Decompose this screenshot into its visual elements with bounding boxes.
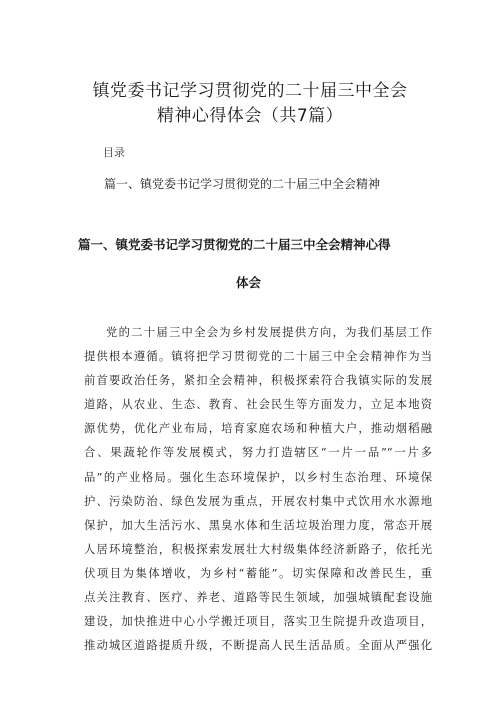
section-heading-line-1: 篇一、镇党委书记学习贯彻党的二十届三中全会精神心得 bbox=[78, 237, 391, 252]
body-paragraph bbox=[84, 321, 432, 658]
section-heading-line-2: 体会 bbox=[236, 275, 262, 290]
document-title-line-2: 精神心得体会（共7篇） bbox=[156, 106, 344, 126]
toc-entry-1[interactable]: 篇一、镇党委书记学习贯彻党的二十届三中全会精神 bbox=[104, 177, 381, 191]
body-line: 点关注教育、医疗、养老、道路等民生领域，加强城镇配套设施 bbox=[84, 591, 432, 605]
body-line: 伏项目为集体增收，为乡村“蓄能”。切实保障和改善民生，重 bbox=[84, 566, 432, 580]
body-line: 合、果蔬轮作等发展模式，努力打造辖区“一片一品”“一片多 bbox=[84, 446, 432, 460]
body-line: 前首要政治任务，紧扣全会精神，积极探索符合我镇实际的发展 bbox=[84, 374, 432, 388]
body-line: 道路，从农业、生态、教育、社会民生等方面发力，立足本地资 bbox=[84, 398, 432, 412]
body-line: 人居环境整治，积极探索发展壮大村级集体经济新路子，依托光 bbox=[84, 542, 432, 556]
body-line: 护、污染防治、绿色发展为重点，开展农村集中式饮用水水源地 bbox=[84, 494, 432, 508]
toc-label: 目录 bbox=[103, 146, 125, 159]
body-line: 保护，加大生活污水、黑臭水体和生活垃圾治理力度，常态开展 bbox=[84, 518, 432, 532]
body-line: 推动城区道路提质升级，不断提高人民生活品质。全面从严强化 bbox=[84, 639, 432, 653]
body-line: 建设，加快推进中心小学搬迁项目，落实卫生院提升改造项目， bbox=[84, 615, 432, 629]
body-line: 提供根本遵循。镇将把学习贯彻党的二十届三中全会精神作为当 bbox=[84, 350, 432, 364]
body-line: 源优势，优化产业布局，培育家庭农场和种植大户，推动烟稻融 bbox=[84, 422, 432, 436]
document-title-line-1: 镇党委书记学习贯彻党的二十届三中全会 bbox=[92, 81, 408, 101]
body-line: 党的二十届三中全会为乡村发展提供方向，为我们基层工作 bbox=[106, 326, 432, 339]
body-line: 品”的产业格局。强化生态环境保护，以乡村生态治理、环境保 bbox=[84, 470, 432, 484]
